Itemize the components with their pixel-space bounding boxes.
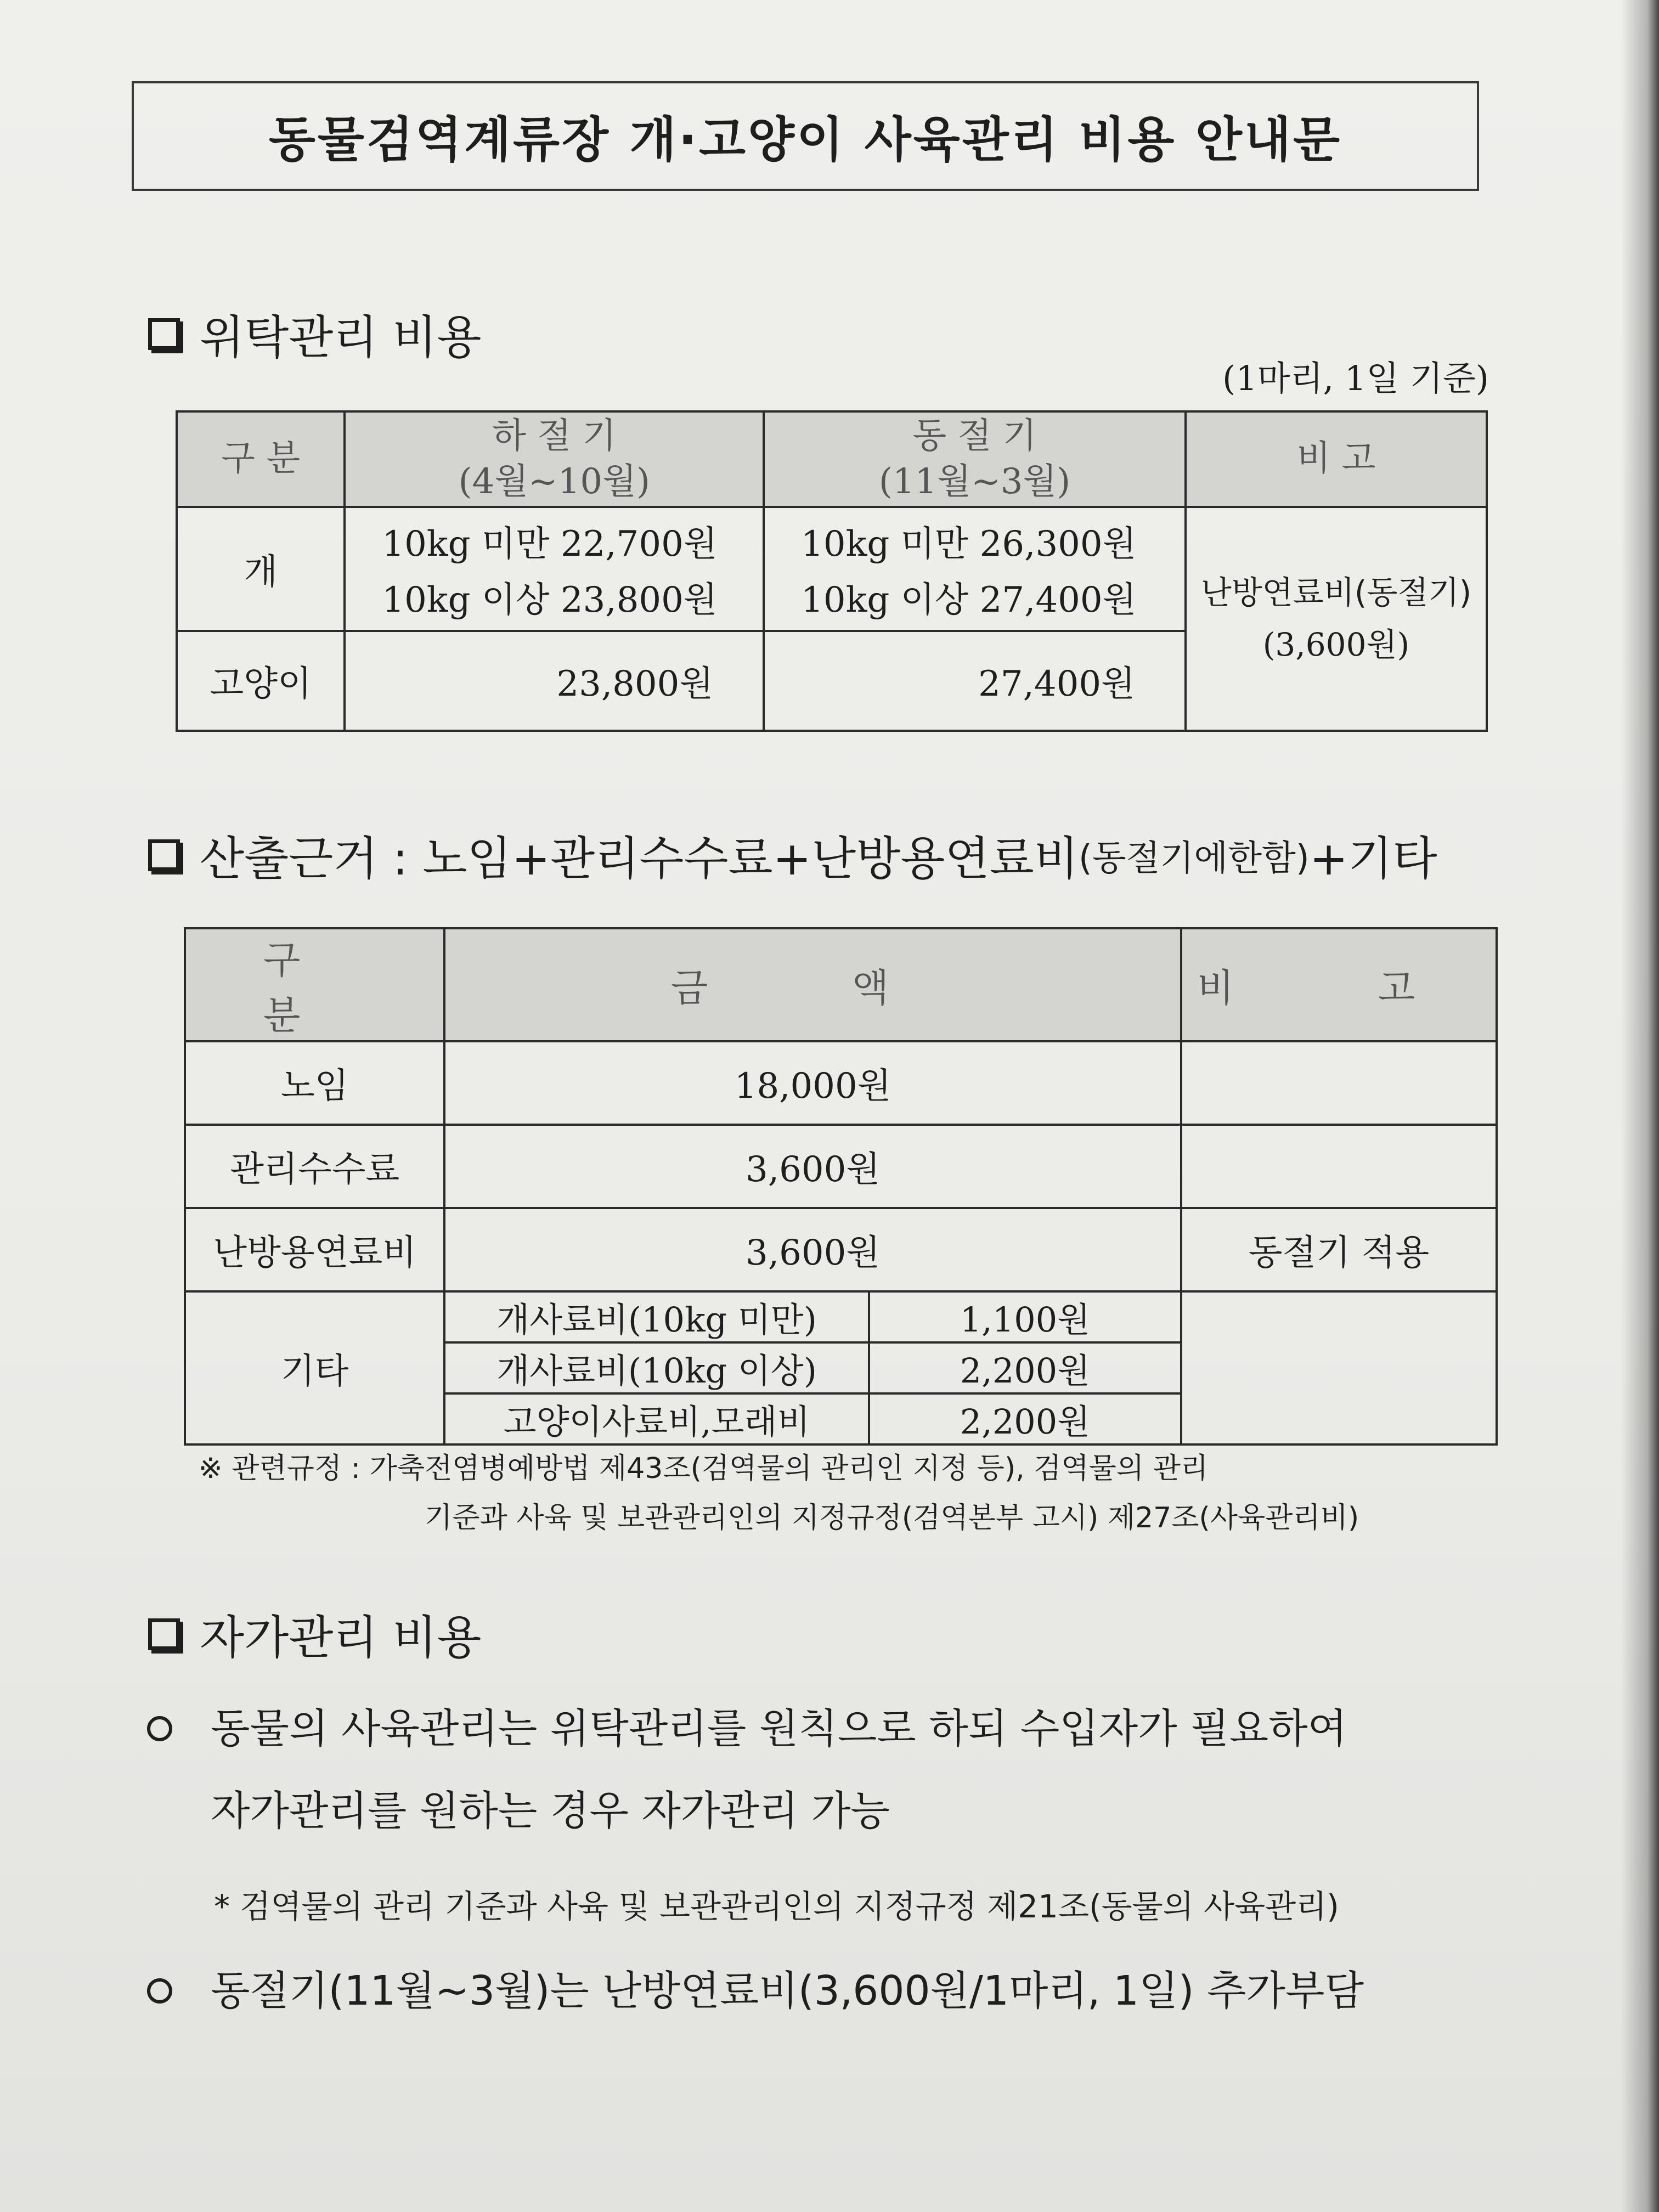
basis-heading-main: 산출근거 : 노임+관리수수료+난방용연료비	[200, 832, 1079, 885]
remark-etc	[1181, 1291, 1497, 1444]
bullet-winter-heating	[147, 1950, 1364, 2032]
etc-row	[185, 1291, 1497, 1342]
remark-heating: 동절기 적용	[1181, 1208, 1497, 1291]
section-heading-self-management	[148, 1601, 482, 1667]
table-row-dog	[177, 507, 1487, 631]
amount-mgmt-fee: 3,600원	[444, 1125, 1181, 1208]
dog-summer-over: 10kg 이상 23,800원	[382, 580, 718, 620]
header-summer	[345, 411, 764, 507]
header-remark: 비 고	[1181, 928, 1497, 1041]
dog-winter-under: 10kg 미만 26,300원	[801, 524, 1137, 565]
bullet1-line2: 자가관리를 원하는 경우 자가관리 가능	[211, 1787, 890, 1835]
basis-heading-tail: +기타	[1309, 832, 1437, 885]
unit-note: (1마리, 1일 기준)	[1222, 358, 1489, 398]
regulation-note-line2: 기준과 사육 및 보관관리인의 지정규정(검역본부 고시) 제27조(사육관리비)	[425, 1502, 1359, 1534]
remark-heating-line2: (3,600원)	[1262, 626, 1410, 663]
summer-period: (4월~10월)	[458, 461, 650, 502]
row-label-dog: 개	[177, 507, 345, 631]
bullet-self-management	[147, 1688, 1347, 1852]
circle-bullet-icon	[147, 1978, 172, 2004]
cost-basis-table	[184, 927, 1498, 1446]
dog-winter-over: 10kg 이상 27,400원	[801, 580, 1137, 620]
summer-label: 하 절 기	[492, 415, 617, 456]
regulation-note-line1: ※ 관련규정 : 가축전염병예방법 제43조(검역물의 관리인 지정 등), 검역물의 관리	[199, 1452, 1209, 1485]
table-row	[185, 1208, 1497, 1291]
checkbox-square-icon	[148, 839, 180, 871]
dog-summer-under: 10kg 미만 22,700원	[382, 524, 718, 565]
header-category: 구 분	[185, 928, 444, 1041]
dog-summer-fees	[345, 507, 764, 631]
etc-item-amount: 2,200원	[869, 1393, 1181, 1444]
cat-summer-fee: 23,800원	[345, 631, 764, 731]
remark-heating	[1186, 507, 1487, 731]
section-heading-consignment	[148, 301, 482, 367]
etc-item-name: 개사료비(10kg 이상)	[444, 1342, 869, 1393]
checkbox-square-icon	[148, 318, 180, 350]
winter-label: 동 절 기	[912, 415, 1037, 456]
header-category: 구 분	[177, 411, 345, 507]
remark-heating-line1: 난방연료비(동절기)	[1200, 574, 1472, 611]
section-heading-text: 위탁관리 비용	[200, 311, 482, 364]
remark-mgmt-fee	[1181, 1125, 1497, 1208]
checkbox-square-icon	[148, 1618, 180, 1650]
etc-item-amount: 2,200원	[869, 1342, 1181, 1393]
consignment-fee-table	[176, 410, 1488, 732]
winter-period: (11월~3월)	[878, 461, 1071, 502]
table-row	[185, 1125, 1497, 1208]
cat-winter-fee: 27,400원	[764, 631, 1186, 731]
title-text: 동물검역계류장 개·고양이 사육관리 비용 안내문	[268, 111, 1342, 168]
header-remark: 비 고	[1186, 411, 1487, 507]
amount-wage: 18,000원	[444, 1041, 1181, 1125]
table-row	[185, 1041, 1497, 1125]
regulation-note	[199, 1444, 1504, 1543]
header-winter	[764, 411, 1186, 507]
row-label-cat: 고양이	[177, 631, 345, 731]
row-label-wage: 노임	[185, 1041, 444, 1125]
bullet1-line1: 동물의 사육관리는 위탁관리를 원칙으로 하되 수입자가 필요하여	[211, 1705, 1347, 1752]
row-label-etc: 기타	[185, 1291, 444, 1444]
regulation-footnote: * 검역물의 관리 기준과 사육 및 보관관리인의 지정규정 제21조(동물의 사육관리)	[214, 1888, 1339, 1925]
row-label-mgmt-fee: 관리수수료	[185, 1125, 444, 1208]
etc-item-amount: 1,100원	[869, 1291, 1181, 1342]
bullet2-text: 동절기(11월~3월)는 난방연료비(3,600원/1마리, 1일) 추가부담	[211, 1967, 1364, 2015]
section-heading-text: 자가관리 비용	[200, 1611, 482, 1664]
page-edge-shadow	[1621, 0, 1659, 2212]
table-header-row	[177, 411, 1487, 507]
document-title	[132, 81, 1479, 191]
amount-heating: 3,600원	[444, 1208, 1181, 1291]
dog-winter-fees	[764, 507, 1186, 631]
section-heading-basis	[148, 822, 1437, 888]
circle-bullet-icon	[147, 1716, 172, 1741]
table-header-row	[185, 928, 1497, 1041]
row-label-heating: 난방용연료비	[185, 1208, 444, 1291]
header-amount: 금 액	[444, 928, 1181, 1041]
remark-wage	[1181, 1041, 1497, 1125]
etc-item-name: 개사료비(10kg 미만)	[444, 1291, 869, 1342]
etc-item-name: 고양이사료비,모래비	[444, 1393, 869, 1444]
basis-heading-small: (동절기에한함)	[1078, 838, 1310, 879]
